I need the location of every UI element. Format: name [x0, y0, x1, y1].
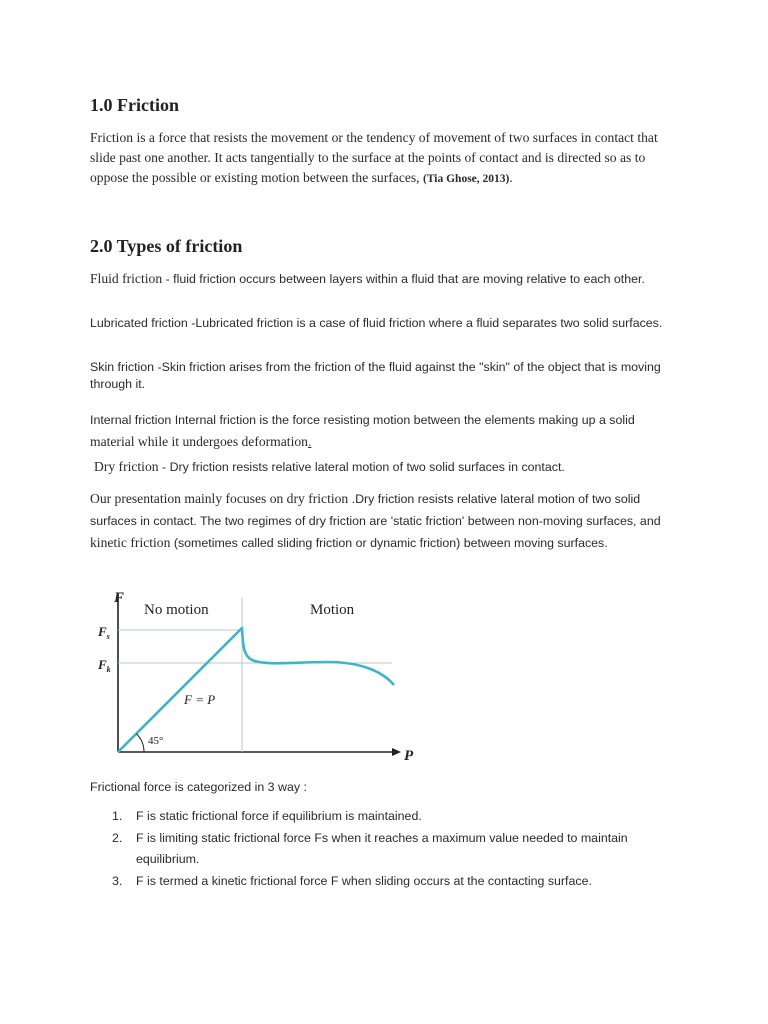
friction-definition-paragraph: [90, 128, 680, 189]
fluid-friction-paragraph: [90, 270, 680, 288]
internal-friction-end: .: [307, 435, 312, 449]
section-heading-types: 2.0 Types of friction: [90, 236, 243, 256]
list-item: [90, 828, 690, 871]
fs-tick-label: $F_s$: [98, 624, 110, 641]
categories-intro: Frictional force is categorized in 3 way :: [90, 780, 307, 794]
friction-force-curve: [118, 628, 394, 752]
list-item: [90, 871, 690, 893]
no-motion-label: No motion: [144, 602, 209, 618]
angle-label: 45°: [148, 735, 164, 747]
list-item-number: 1.: [112, 809, 123, 823]
focus-intro: Our presentation mainly focuses on dry friction: [90, 491, 352, 506]
internal-friction-text: Internal friction Internal friction is the force resisting motion between the elements making up a solid: [90, 413, 635, 427]
x-axis-arrowhead: [392, 748, 401, 756]
list-item-text: F is static frictional force if equilibrium is maintained.: [136, 809, 422, 823]
dry-friction-term: Dry friction: [94, 459, 159, 474]
friction-force-diagram: [96, 588, 426, 764]
fluid-friction-text: - fluid friction occurs between layers within a fluid that are moving relative to each other.: [162, 272, 645, 286]
focus-end: (sometimes called sliding friction or dynamic friction) between moving surfaces.: [170, 536, 608, 550]
focus-body: .Dry friction resists relative lateral motion of two solid surfaces in contact. The two regimes of dry friction are 'static friction' between non-moving surfaces, and: [90, 492, 661, 528]
citation-end: .: [509, 170, 513, 185]
section-heading-friction: 1.0 Friction: [90, 95, 179, 115]
list-item-text: F is limiting static frictional force Fs when it reaches a maximum value needed to maintain equilibrium.: [136, 830, 628, 866]
skin-friction-paragraph: Skin friction -Skin friction arises from the friction of the fluid against the "skin" of the object that is moving through it.: [90, 360, 661, 391]
list-item: [90, 806, 690, 828]
dry-friction-text: - Dry friction resists relative lateral motion of two solid surfaces in contact.: [158, 460, 565, 474]
list-item-number: 3.: [112, 873, 123, 888]
lubricated-friction-paragraph: Lubricated friction -Lubricated friction is a case of fluid friction where a fluid separates two solid surfaces.: [90, 316, 663, 330]
y-axis-label: F: [114, 590, 125, 606]
f-equals-p-label: F = P: [184, 692, 216, 707]
dry-friction-paragraph: [94, 458, 684, 476]
fk-tick-label: $F_k$: [98, 657, 111, 674]
fluid-friction-term: Fluid friction: [90, 271, 163, 286]
internal-friction-text-2: material while it undergoes deformation: [90, 434, 308, 449]
angle-arc: [136, 734, 144, 752]
citation: (Tia Ghose, 2013): [422, 173, 510, 185]
categories-list: [90, 806, 690, 892]
dry-friction-focus-paragraph: [90, 488, 680, 554]
motion-label: Motion: [310, 602, 355, 618]
internal-friction-paragraph: [90, 409, 680, 453]
kinetic-friction-term: kinetic friction: [90, 535, 171, 550]
list-item-number: 2.: [112, 830, 123, 845]
x-axis-label: P: [404, 748, 414, 764]
friction-definition-text: Friction is a force that resists the movement or the tendency of movement of two surfaces in contact that slide past one another. It acts tangentially to the surface at the points of contact and is directed so as to oppose the possible or existing motion between the surfaces,: [90, 130, 658, 185]
list-item-text: F is termed a kinetic frictional force F when sliding occurs at the contacting surface.: [136, 873, 592, 888]
